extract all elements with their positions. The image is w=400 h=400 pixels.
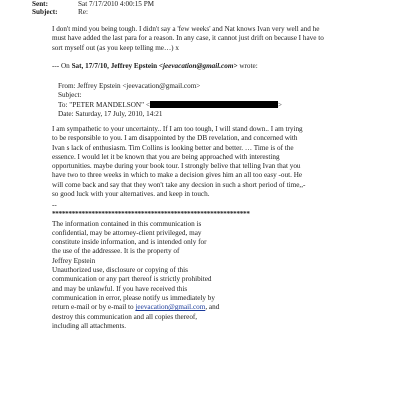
disclaimer-line: including all attachments. <box>52 321 127 330</box>
disclaimer-line: the use of the addressee. It is the property of <box>52 247 180 256</box>
disclaimer-link-prefix: return e-mail or by e-mail to <box>52 303 136 312</box>
quoted-line: Ivan s lack of enthusiasm. Tim Collins is looking better and better. … Time is of the <box>52 143 294 152</box>
quoted-from-row <box>58 82 378 91</box>
quote-intro-suffix: wrote: <box>237 62 258 70</box>
quoted-to-row <box>58 101 378 110</box>
quoted-line: essence. I would let it be known that you are being approached with interesting <box>52 152 280 161</box>
quoted-to-label: To: <box>58 100 70 109</box>
reply-body <box>52 25 372 53</box>
disclaimer <box>52 201 372 331</box>
quote-intro-date: Sat, 17/7/10, Jeffrey Epstein <box>71 62 159 70</box>
quoted-subject-label: Subject: <box>58 91 82 100</box>
quote-intro-prefix: --- On <box>52 62 72 70</box>
quote-intro-email: <jeevacation@gmail.com> <box>158 62 238 70</box>
quoted-line: have two to three weeks in which to make a decision gives him an all too easy -out. He <box>52 171 303 180</box>
subject-value: Re: <box>78 8 88 16</box>
quoted-line: so good luck with your alternatives. and keep in touch. <box>52 190 210 199</box>
subject-label: Subject: <box>32 8 58 16</box>
disclaimer-line: confidential, may be attorney-client privileged, may <box>52 228 202 237</box>
reply-line: sort myself out (as you keep telling me…) x <box>52 43 179 52</box>
quoted-body <box>52 125 372 199</box>
quoted-to-end: > <box>277 100 282 109</box>
disclaimer-dashes: -- <box>52 201 57 209</box>
quoted-from-label: From: <box>58 82 78 90</box>
quoted-line: opportunities. maybe during your book tour. I strongly belive that telling Ivan that you <box>52 162 301 171</box>
redaction-box <box>150 101 278 108</box>
disclaimer-line: Unauthorized use, disclosure or copying of this <box>52 266 188 275</box>
sent-value: Sat 7/17/2010 4:00:15 PM <box>78 0 155 8</box>
disclaimer-stars: ************************************************************ <box>52 210 250 219</box>
disclaimer-link-suffix: , and <box>205 303 220 312</box>
disclaimer-line: communication or any part thereof is strictly prohibited <box>52 275 212 284</box>
quoted-subject-row <box>58 91 378 100</box>
quoted-line: to be responsible to you. I am disappointed by the DB revelation, and concerned with <box>52 134 298 143</box>
reply-line: must have added the last para for a reason. In any case, it cannot just drift on because I have to <box>52 34 324 43</box>
sent-label: Sent: <box>32 0 48 8</box>
email-link[interactable]: jeevacation@gmail.com <box>135 303 206 312</box>
quoted-date-label: Date: <box>58 109 76 118</box>
disclaimer-line: constitute inside information, and is intended only for <box>52 238 207 247</box>
disclaimer-line: Jeffrey Epstein <box>52 256 96 265</box>
quoted-date-value: Saturday, 17 July, 2010, 14:21 <box>75 109 163 118</box>
disclaimer-link-line <box>52 303 372 312</box>
quoted-date-row <box>58 110 378 119</box>
disclaimer-line: communication in error, please notify us immediately by <box>52 293 215 302</box>
disclaimer-line: and may be unlawful. If you have received this <box>52 284 188 293</box>
quoted-from-value: Jeffrey Epstein <jeevacation@gmail.com> <box>77 82 201 90</box>
quote-intro <box>52 62 372 71</box>
quoted-line: I am sympathetic to your uncertainty.. If I am too tough, I will stand down.. I am trying <box>52 125 303 133</box>
quoted-header <box>58 82 378 119</box>
disclaimer-line: destroy this communication and all copies thereof, <box>52 312 198 321</box>
reply-line: I don't mind you being tough. I didn't say a 'few weeks' and Nat knows Ivan very well and he <box>52 25 320 33</box>
quoted-line: will come back and say that they won't take any decsion in such a short period of time,,- <box>52 180 306 189</box>
quoted-to-value: "PETER MANDELSON" < <box>69 100 150 109</box>
disclaimer-line: The information contained in this communication is <box>52 219 202 228</box>
